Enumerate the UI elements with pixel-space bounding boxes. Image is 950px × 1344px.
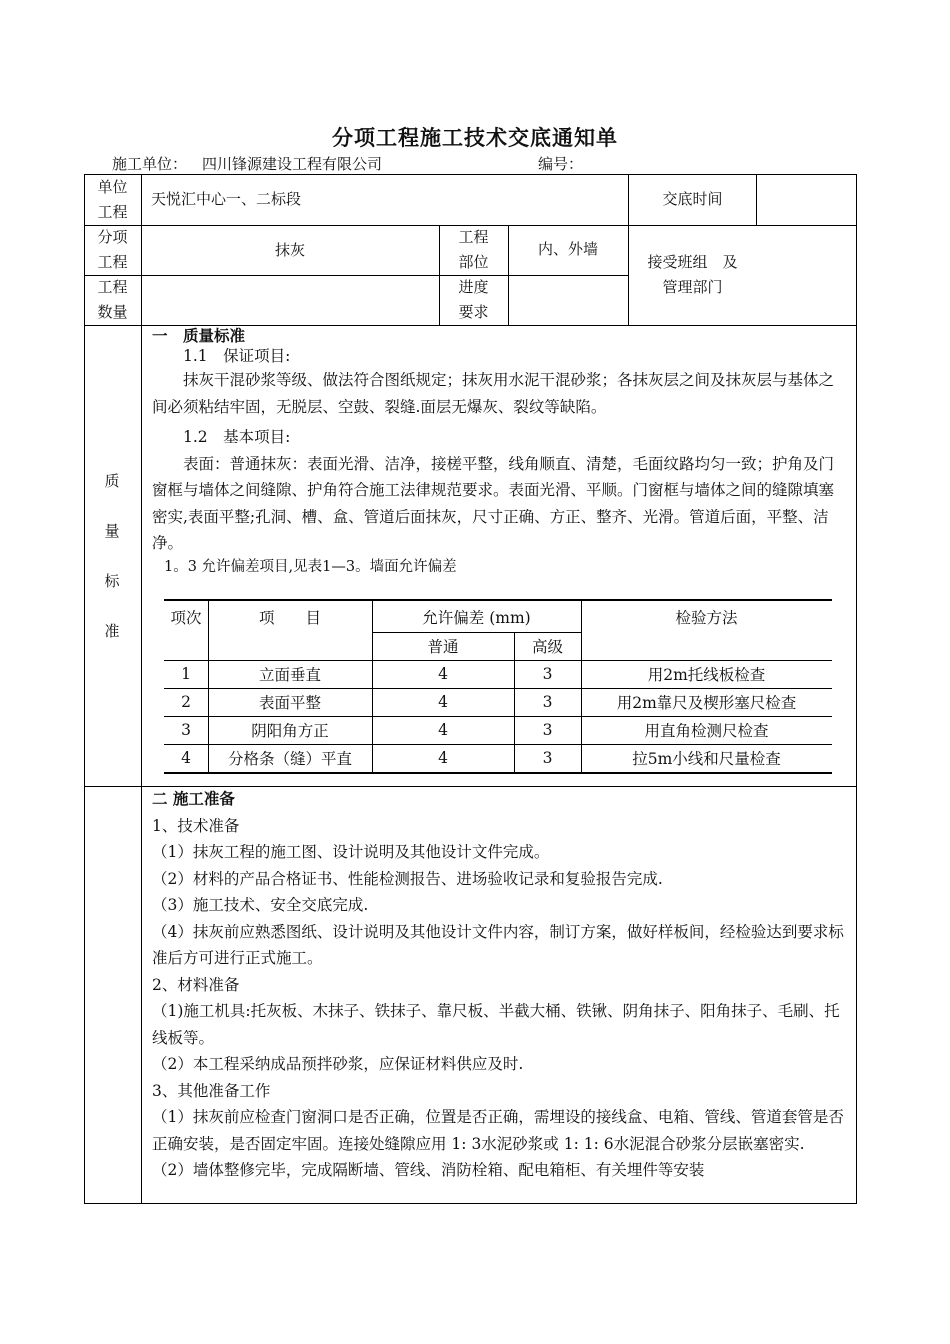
progress-label-line1: 进度 — [458, 278, 489, 296]
tt-row4-normal: 4 — [438, 749, 448, 767]
serial-number-label: 编号： — [538, 155, 584, 173]
unit-project-value: 天悦汇中心一、二标段 — [151, 190, 302, 208]
quality-side-label-2: 量 — [104, 522, 120, 540]
tolerance-title: 1。3 允许偏差项目,见表1—3。墙面允许偏差 — [164, 558, 457, 575]
border-right — [856, 174, 857, 1204]
handover-time-value[interactable] — [757, 174, 856, 225]
tt-row2-item: 表面平整 — [258, 694, 321, 712]
sub-project-value: 抹灰 — [274, 240, 305, 259]
border-bottom — [84, 1203, 857, 1204]
tt-header-normal: 普通 — [427, 638, 459, 656]
tt-row1-item: 立面垂直 — [258, 666, 321, 684]
unit-project-label-line1: 单位 — [97, 177, 128, 196]
tech-prep-2: （2）材料的产品合格证书、性能检测报告、进场验收记录和复验报告完成. — [152, 869, 663, 888]
tt-row2-normal: 4 — [438, 693, 448, 711]
tt-row3-advanced: 3 — [542, 721, 553, 739]
tt-row3-method: 用直角检测尺检查 — [644, 722, 769, 740]
tech-prep-3: （3）施工技术、安全交底完成. — [152, 896, 369, 914]
tt-header-deviation: 允许偏差 (mm) — [422, 608, 531, 627]
tolerance-table — [164, 599, 832, 774]
progress-label — [439, 275, 508, 325]
quality-heading: 一 质量标准 — [152, 326, 246, 345]
tt-row1-index: 1 — [181, 665, 191, 683]
document-title: 分项工程施工技术交底通知单 — [332, 125, 618, 150]
tt-row3-normal: 4 — [438, 721, 448, 739]
tt-row2-method: 用2m靠尺及楔形塞尺检查 — [616, 694, 797, 712]
handover-form — [84, 174, 857, 1204]
tech-prep-title: 1、技术准备 — [152, 816, 240, 835]
tt-row2-advanced: 3 — [542, 693, 553, 711]
tt-bottom — [164, 772, 832, 774]
quality-section — [152, 327, 847, 577]
tt-row1-normal: 4 — [438, 665, 448, 683]
row-line-2 — [84, 275, 628, 276]
other-prep-title: 3、其他准备工作 — [152, 1081, 271, 1100]
part-label — [439, 225, 508, 275]
receiver-label-line1: 接受班组 及 — [647, 253, 738, 271]
construction-unit-label: 施工单位： — [112, 155, 188, 173]
unit-project-label-line2: 工程 — [97, 202, 128, 221]
tt-row1-method: 用2m托线板检查 — [647, 666, 766, 684]
tt-row4-index: 4 — [181, 749, 191, 767]
basic-items-title: 1.2 基本项目: — [183, 428, 291, 446]
quantity-label — [84, 275, 141, 325]
tt-row4-method: 拉5m小线和尺量检查 — [632, 750, 781, 768]
col-line-1 — [141, 174, 142, 1204]
tt-row3-index: 3 — [181, 721, 191, 739]
part-label-line1: 工程 — [458, 228, 489, 246]
prep-heading: 二 施工准备 — [152, 789, 235, 808]
tt-row4-item: 分格条（缝）平直 — [227, 750, 352, 768]
tt-header-advanced: 高级 — [531, 638, 563, 656]
material-prep-2: （2）本工程采纳成品预拌砂浆，应保证材料供应及时. — [152, 1055, 524, 1073]
part-value: 内、外墙 — [537, 240, 598, 258]
tech-prep-1: （1）抹灰工程的施工图、设计说明及其他设计文件完成。 — [152, 843, 550, 861]
quality-side-label-3: 标 — [104, 572, 120, 590]
quantity-label-line1: 工程 — [97, 278, 128, 296]
construction-unit-value: 四川锋源建设工程有限公司 — [202, 155, 383, 173]
sub-project-label-line1: 分项 — [97, 228, 128, 246]
basic-items-text: 表面：普通抹灰：表面光滑、洁净，接槎平整，线角顺直、清楚，毛面纹路均匀一致；护角及门窗框与墙体之间缝隙、护角符合施工法律规范要求。表面光滑、平顺。门窗框与墙体之间的缝隙填塞密实,表面平整;孔洞、槽、盒、管道后面抹灰，尺寸正确、方正、整齐、光滑。管道后面，平整、洁净。 — [152, 454, 835, 552]
tech-prep-4: （4）抹灰前应熟悉图纸、设计说明及其他设计文件内容，制订方案，做好样板间，经检验达到要求标准后方可进行正式施工。 — [152, 922, 844, 967]
material-prep-1: （1)施工机具:托灰板、木抹子、铁抹子、靠尺板、半截大桶、铁锹、阴角抹子、阳角抹子、毛刷、托线板等。 — [152, 1002, 840, 1047]
quantity-label-line2: 数量 — [97, 303, 128, 321]
prep-section — [152, 786, 847, 1184]
receiver-label-line2: 管理部门 — [662, 278, 723, 296]
sub-project-label — [84, 225, 141, 275]
material-prep-title: 2、材料准备 — [152, 975, 240, 994]
tt-header-index: 项次 — [170, 608, 202, 627]
receiver-label — [629, 225, 756, 325]
quality-side-label-1: 质 — [104, 472, 120, 490]
handover-time-label: 交底时间 — [662, 190, 723, 208]
tt-row2-index: 2 — [181, 693, 191, 711]
part-label-line2: 部位 — [458, 253, 489, 271]
tt-row4-advanced: 3 — [542, 749, 553, 767]
tt-row1-advanced: 3 — [542, 665, 553, 683]
border-left — [84, 174, 85, 1204]
other-prep-1: （1）抹灰前应检查门窗洞口是否正确，位置是否正确，需埋设的接线盒、电箱、管线、管道套管是否正确安装，是否固定牢固。连接处缝隙应用 1: 3水泥砂浆或 1: 1: 6水泥混合砂浆分层嵌塞密实. — [152, 1108, 844, 1153]
guarantee-items-text: 抹灰干混砂浆等级、做法符合图纸规定；抹灰用水泥干混砂浆；各抹灰层之间及抹灰层与基体之间必须粘结牢固，无脱层、空鼓、裂缝.面层无爆灰、裂纹等缺陷。 — [152, 371, 835, 416]
guarantee-items-title: 1.1 保证项目: — [183, 347, 291, 365]
other-prep-2: （2）墙体整修完毕，完成隔断墙、管线、消防栓箱、配电箱柜、有关埋件等安装 — [152, 1161, 705, 1179]
tt-header-method: 检验方法 — [675, 608, 738, 627]
tt-header-item: 项 目 — [258, 608, 321, 627]
sub-project-label-line2: 工程 — [97, 253, 128, 271]
unit-project-label — [84, 174, 141, 225]
quality-side-label-4: 准 — [104, 622, 120, 640]
progress-label-line2: 要求 — [458, 303, 489, 321]
tt-row3-item: 阴阳角方正 — [251, 722, 329, 740]
